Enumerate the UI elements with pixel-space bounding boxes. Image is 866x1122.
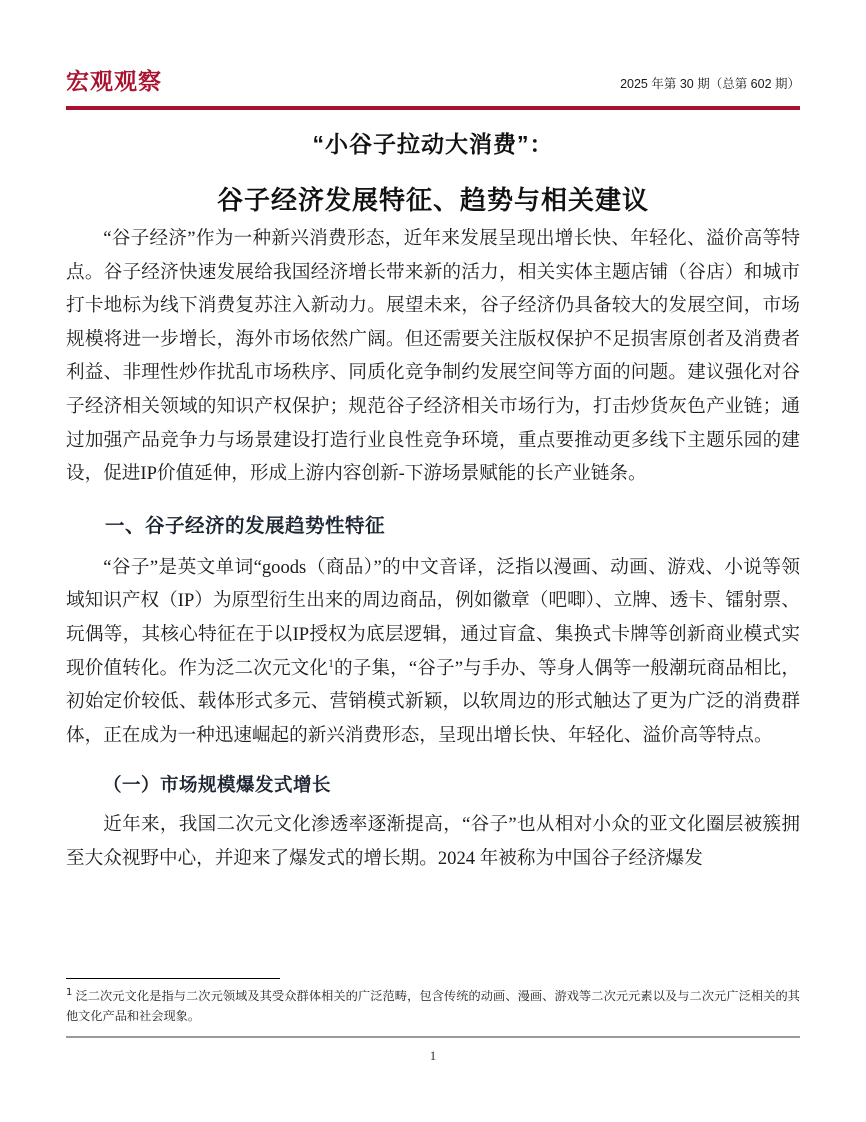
footnote-reference-marker[interactable]: 1 (328, 657, 334, 670)
footnote-separator (66, 978, 280, 979)
footnote-entry (66, 986, 800, 1026)
masthead-divider (66, 106, 800, 110)
footer-divider (66, 1036, 800, 1038)
footnote-body: 泛二次元文化是指与二次元领域及其受众群体相关的广泛范畴，包含传统的动画、漫画、游戏等二次元元素以及与二次元广泛相关的其他文化产品和社会现象。 (66, 989, 800, 1023)
document-title-lead: “小谷子拉动大消费”： (312, 131, 554, 157)
subsection-heading-one: （一）市场规模爆发式增长 (103, 774, 332, 796)
masthead (66, 68, 800, 114)
abstract-paragraph: “谷子经济”作为一种新兴消费形态，近年来发展呈现出增长快、年轻化、溢价高等特点。谷子经济快速发展给我国经济增长带来新的活力，相关实体主题店铺（谷店）和城市打卡地标为线下消费复苏注入新动力。展望未来，谷子经济仍具备较大的发展空间，市场规模将进一步增长，海外市场依然广阔。但还需要关注版权保护不足损害原创者及消费者利益、非理性炒作扰乱市场秩序、同质化竞争制约发展空间等方面的问题。建议强化对谷子经济相关领域的知识产权保护；规范谷子经济相关市场行为，打击炒货灰色产业链；通过加强产品竞争力与场景建设打造行业良性竞争环境，重点要推动更多线下主题乐园的建设，促进IP价值延伸，形成上游内容创新-下游场景赋能的长产业链条。 (66, 228, 800, 485)
document-title-main: 谷子经济发展特征、趋势与相关建议 (216, 185, 649, 215)
footnote-number: 1 (66, 986, 73, 998)
section-heading-one: 一、谷子经济的发展趋势性特征 (105, 514, 386, 537)
document-body (66, 222, 800, 876)
subsection-one-paragraph: 近年来，我国二次元文化渗透率逐渐提高，“谷子”也从相对小众的亚文化圈层被簇拥至大众视野中心，并迎来了爆发式的增长期。2024 年被称为中国谷子经济爆发 (66, 814, 800, 869)
document-title-block (66, 124, 800, 220)
page-number: 1 (429, 1049, 437, 1063)
section-one-paragraph-part-2: 的子集，“谷子”与手办、等身人偶等一般潮玩商品相比，初始定价较低、载体形式多元、营销模式新颖，以软周边的形式触达了更为广泛的消费群体，正在成为一种迅速崛起的新兴消费形态，呈现出增长快、年轻化、溢价高等特点。 (66, 657, 800, 746)
section-one-paragraph-part-1: “谷子”是英文单词“goods（商品）”的中文音译，泛指以漫画、动画、游戏、小说等领域知识产权（IP）为原型衍生出来的周边商品，例如徽章（吧唧）、立牌、透卡、镭射票、玩偶等，其核心特征在于以IP授权为底层逻辑，通过盲盒、集换式卡牌等创新商业模式实现价值转化。作为泛二次元文化 (66, 556, 800, 679)
footnote-area (66, 978, 800, 1026)
masthead-title: 宏观观察 (66, 68, 162, 94)
masthead-issue-label: 2025 年第 30 期（总第 602 期） (620, 77, 800, 91)
section-one-paragraph (66, 551, 800, 753)
